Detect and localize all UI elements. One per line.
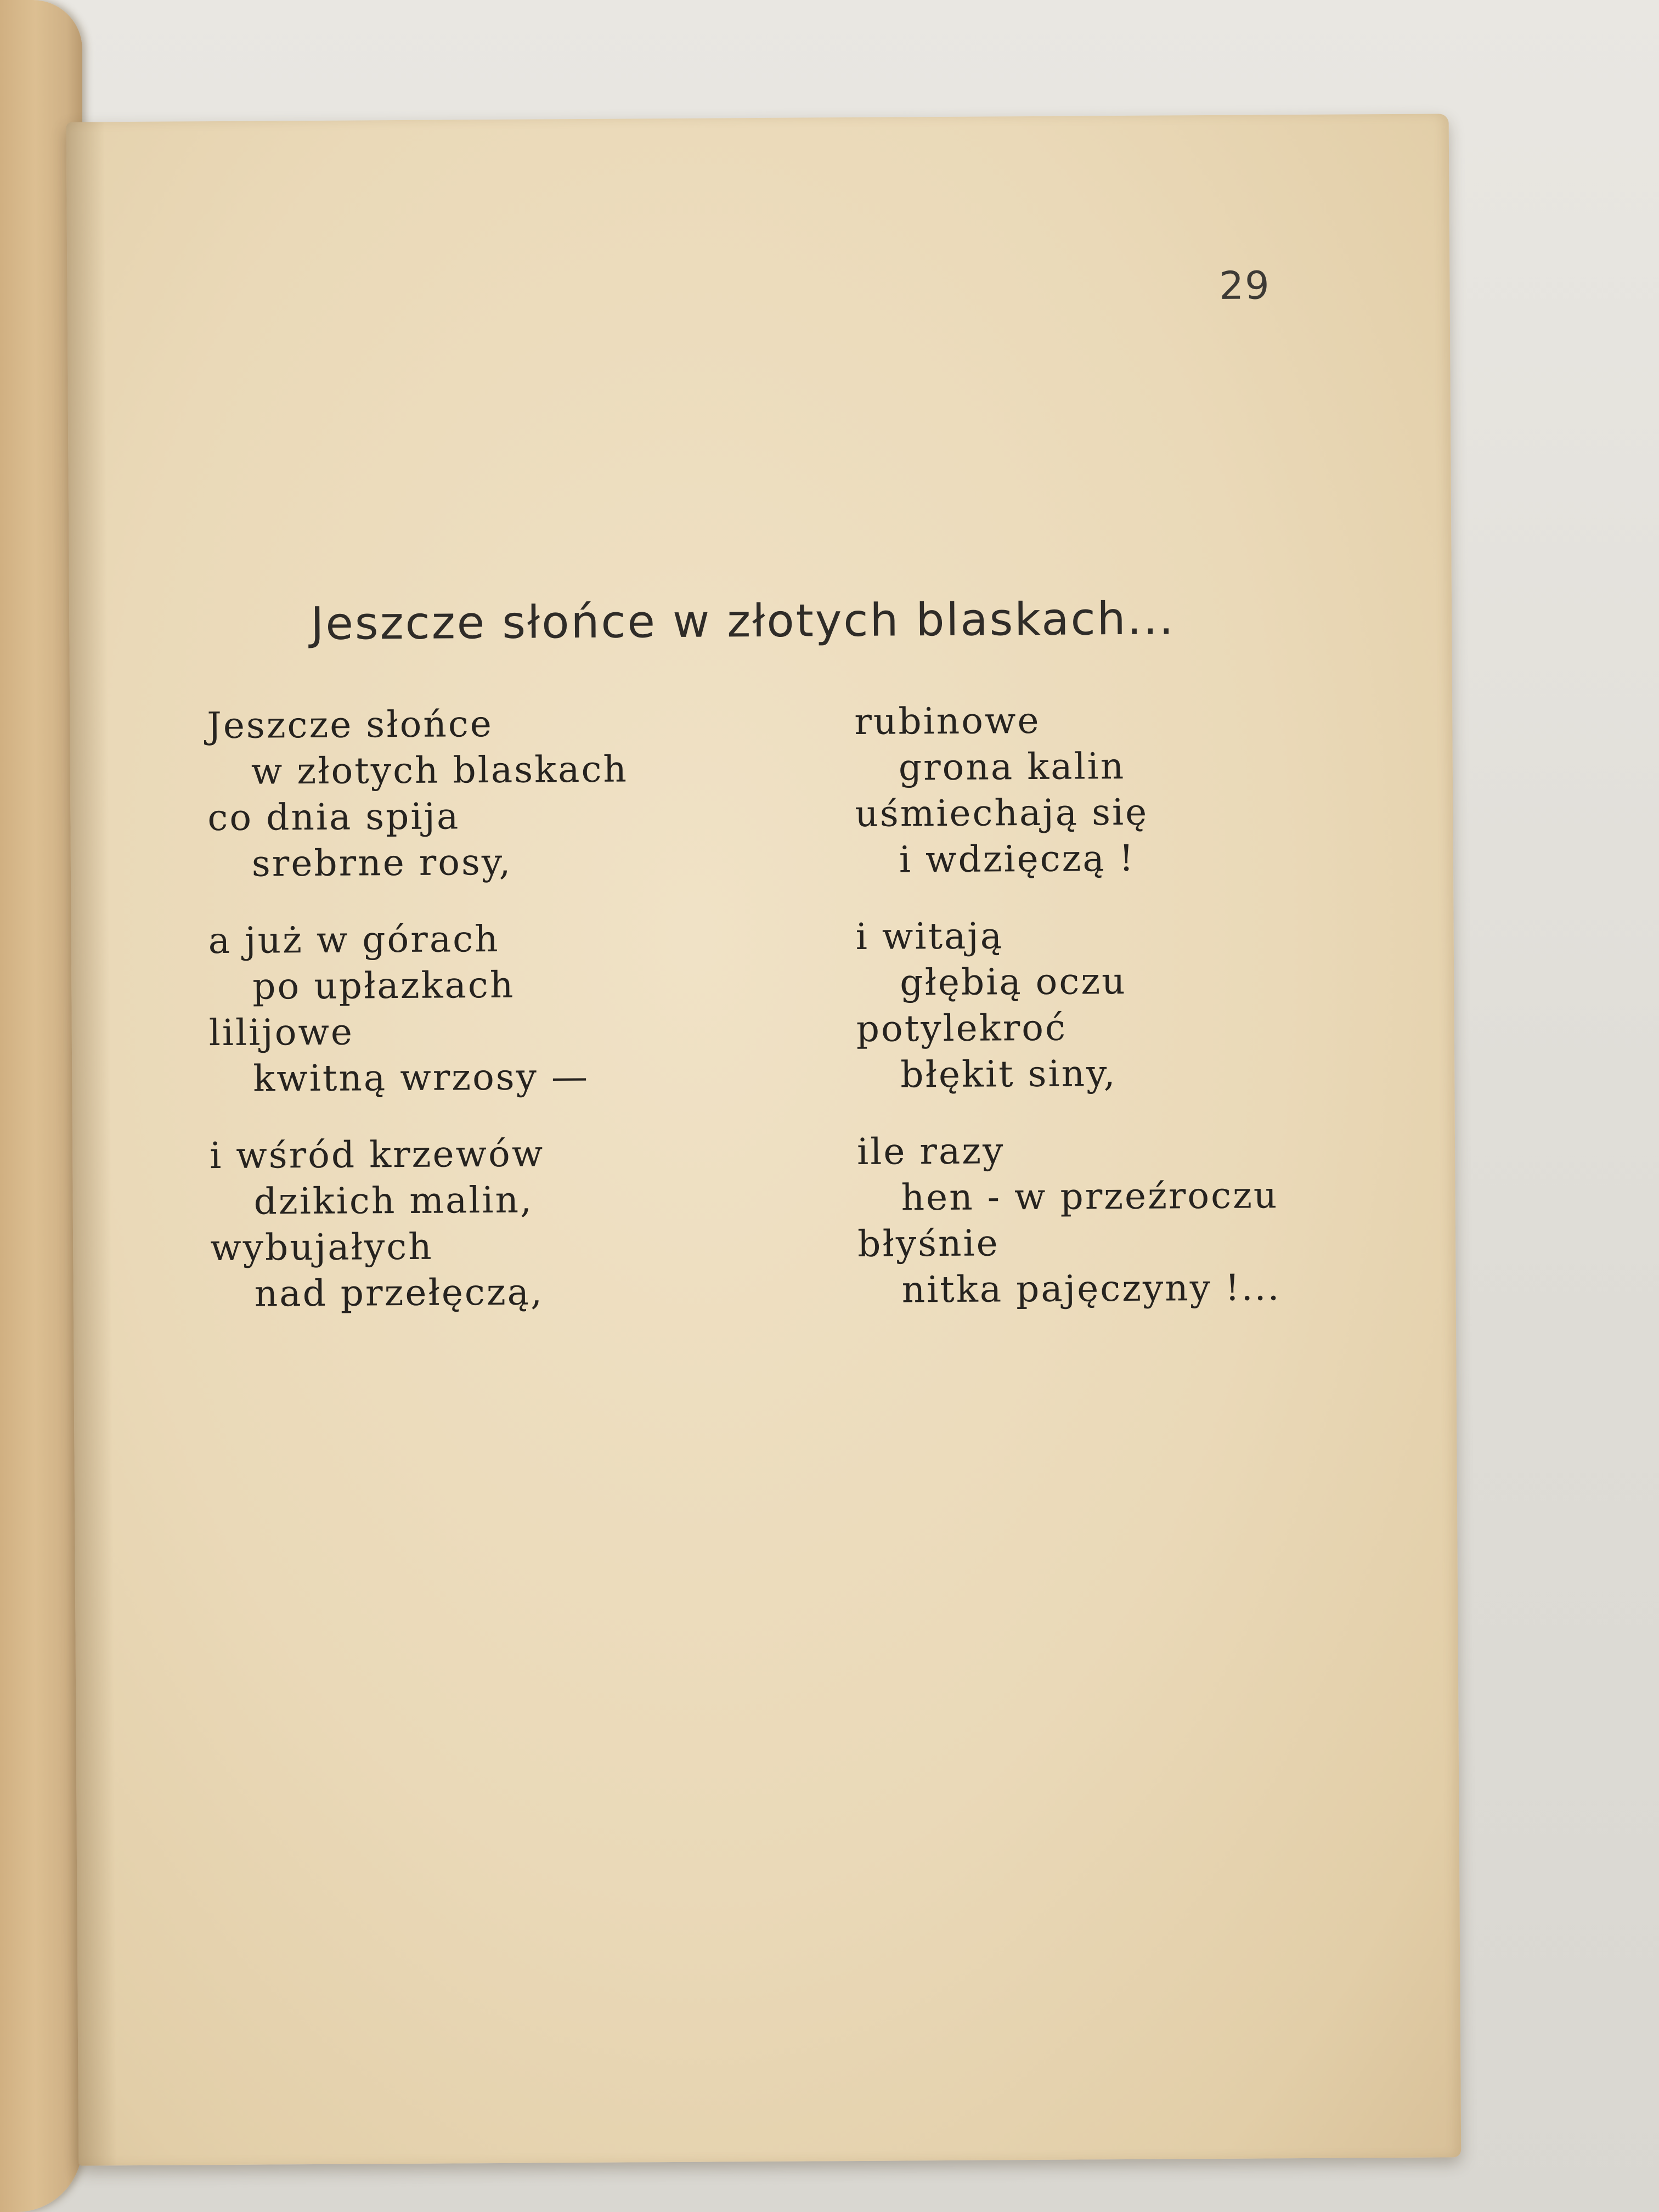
- page-number: 29: [1219, 263, 1271, 308]
- verse-line: dzikich malin,: [253, 1178, 534, 1223]
- verse-line: grona kalin: [898, 744, 1126, 789]
- verse-line: rubinowe: [854, 699, 1041, 743]
- verse-line: błękit siny,: [900, 1052, 1117, 1096]
- stanza: [207, 699, 757, 887]
- verse-line: błyśnie: [857, 1222, 1000, 1265]
- verse-line: i wdzięczą !: [899, 837, 1136, 881]
- stanza: [855, 911, 1405, 1098]
- verse-line: w złotych blaskach: [251, 748, 629, 793]
- verse-line: hen - w przeźroczu: [901, 1174, 1279, 1219]
- verse-line: potylekroć: [856, 1006, 1068, 1050]
- poem-left-column: [207, 699, 759, 1348]
- poem-right-column: [854, 696, 1407, 1344]
- verse-line: Jeszcze słońce: [207, 702, 494, 747]
- verse-line: po upłazkach: [252, 963, 515, 1008]
- verse-line: wybujałych: [210, 1225, 433, 1269]
- verse-line: lilijowe: [208, 1011, 354, 1054]
- verse-line: głębią oczu: [900, 960, 1127, 1004]
- stanza: [210, 1130, 759, 1317]
- stanza: [208, 915, 758, 1102]
- verse-line: ile razy: [856, 1130, 1005, 1173]
- verse-line: nad przełęczą,: [254, 1271, 544, 1315]
- verse-line: i wśród krzewów: [209, 1132, 545, 1177]
- stanza: [857, 1126, 1407, 1313]
- verse-line: kwitną wrzosy —: [253, 1055, 590, 1100]
- verse-line: nitka pajęczyny !...: [901, 1266, 1281, 1311]
- poem-title: Jeszcze słońce w złotych blaskach...: [310, 592, 1176, 651]
- verse-line: co dnia spija: [207, 795, 460, 839]
- verse-line: srebrne rosy,: [251, 840, 512, 885]
- stanza: [854, 696, 1404, 883]
- verse-line: a już w górach: [208, 917, 500, 962]
- book-page: [66, 114, 1462, 2165]
- verse-line: uśmiechają się: [855, 791, 1149, 835]
- verse-line: i witają: [855, 915, 1004, 958]
